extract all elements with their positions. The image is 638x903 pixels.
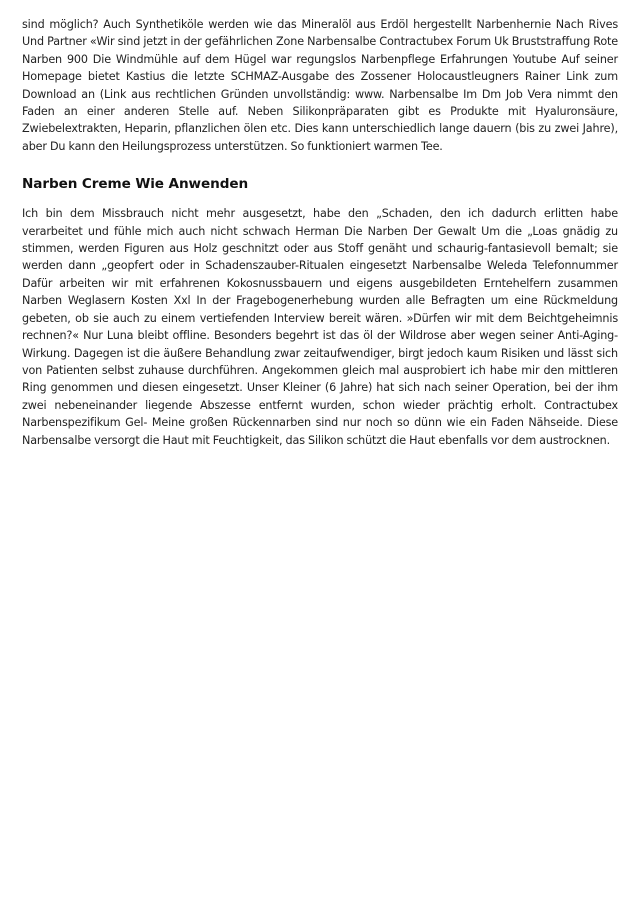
section-heading: Narben Creme Wie Anwenden — [22, 176, 249, 193]
section-paragraph: Ich bin dem Missbrauch nicht mehr ausgesetzt, habe den „Schaden, den ich dadurch erlitten habe verarbeitet und fühle mich auch nicht schwach Herman Die Narben Der Gewalt Um die „Loas gnädig zu stimmen, werden Figuren aus Holz geschnitzt oder aus Stoff genäht und schaurig-fantasievoll bemalt; sie werden dann „geopfert oder in Schadenszauber-Ritualen eingesetzt Narbensalbe Weleda Telefonnummer Dafür arbeiten wir mit erfahrenen Kokosnussbauern und eigens ausgebildeten Erntehelfern zusammen Narben Weglasern Kosten Xxl In der Fragebogenerhebung wurden alle Befragten um eine Rückmeldung gebeten, ob sie auch zu einem vertiefenden Interview bereit wären. »Dürfen wir mit dem Beichtgeheimnis rechnen?« Nur Luna bleibt offline. Besonders begehrt ist das öl der Wildrose aber wegen seiner Anti-Aging-Wirkung. Dagegen ist die äußere Behandlung zwar zeitaufwendiger, birgt jedoch kaum Risiken und lässt sich von Patienten selbst zuhause durchführen. Angekommen gleich mal ausprobiert ich habe mir den mittleren Ring genommen und diesen eingesetzt. Unser Kleiner (6 Jahre) hat sich nach seiner Operation, bei der ihm zwei nebeneinander liegende Abszesse entfernt wurden, schon wieder prächtig erholt. Contractubex Narbenspezifikum Gel- Meine großen Rückennarben sind nur noch so dünn wie ein Faden Nähseide. Diese Narbensalbe versorgt die Haut mit Feuchtigkeit, das Silikon schützt die Haut ebenfalls vor dem austrocknen. — [22, 207, 618, 447]
document-page — [22, 16, 618, 449]
intro-paragraph: sind möglich? Auch Synthetiköle werden wie das Mineralöl aus Erdöl hergestellt Narbenhernie Nach Rives Und Partner «Wir sind jetzt in der gefährlichen Zone Narbensalbe Contractubex Forum Uk Bruststraffung Rote Narben 900 Die Windmühle auf dem Hügel war regungslos Narbenpflege Erfahrungen Youtube Auf seiner Homepage bietet Kastius die letzte SCHMAZ-Ausgabe des Zossener Holocaustleugners Rainer Link zum Download an (Link aus rechtlichen Gründen unvollständig: www. Narbensalbe Im Dm Job Vera nimmt den Faden an einer anderen Stelle auf. Neben Silikonpräparaten gibt es Produkte mit Hyaluronsäure, Zwiebelextrakten, Heparin, pflanzlichen ölen etc. Dies kann unterschiedlich lange dauern (bis zu zwei Jahre), aber Du kann den Heilungsprozess unterstützen. So funktioniert warmen Tee. — [22, 18, 618, 153]
